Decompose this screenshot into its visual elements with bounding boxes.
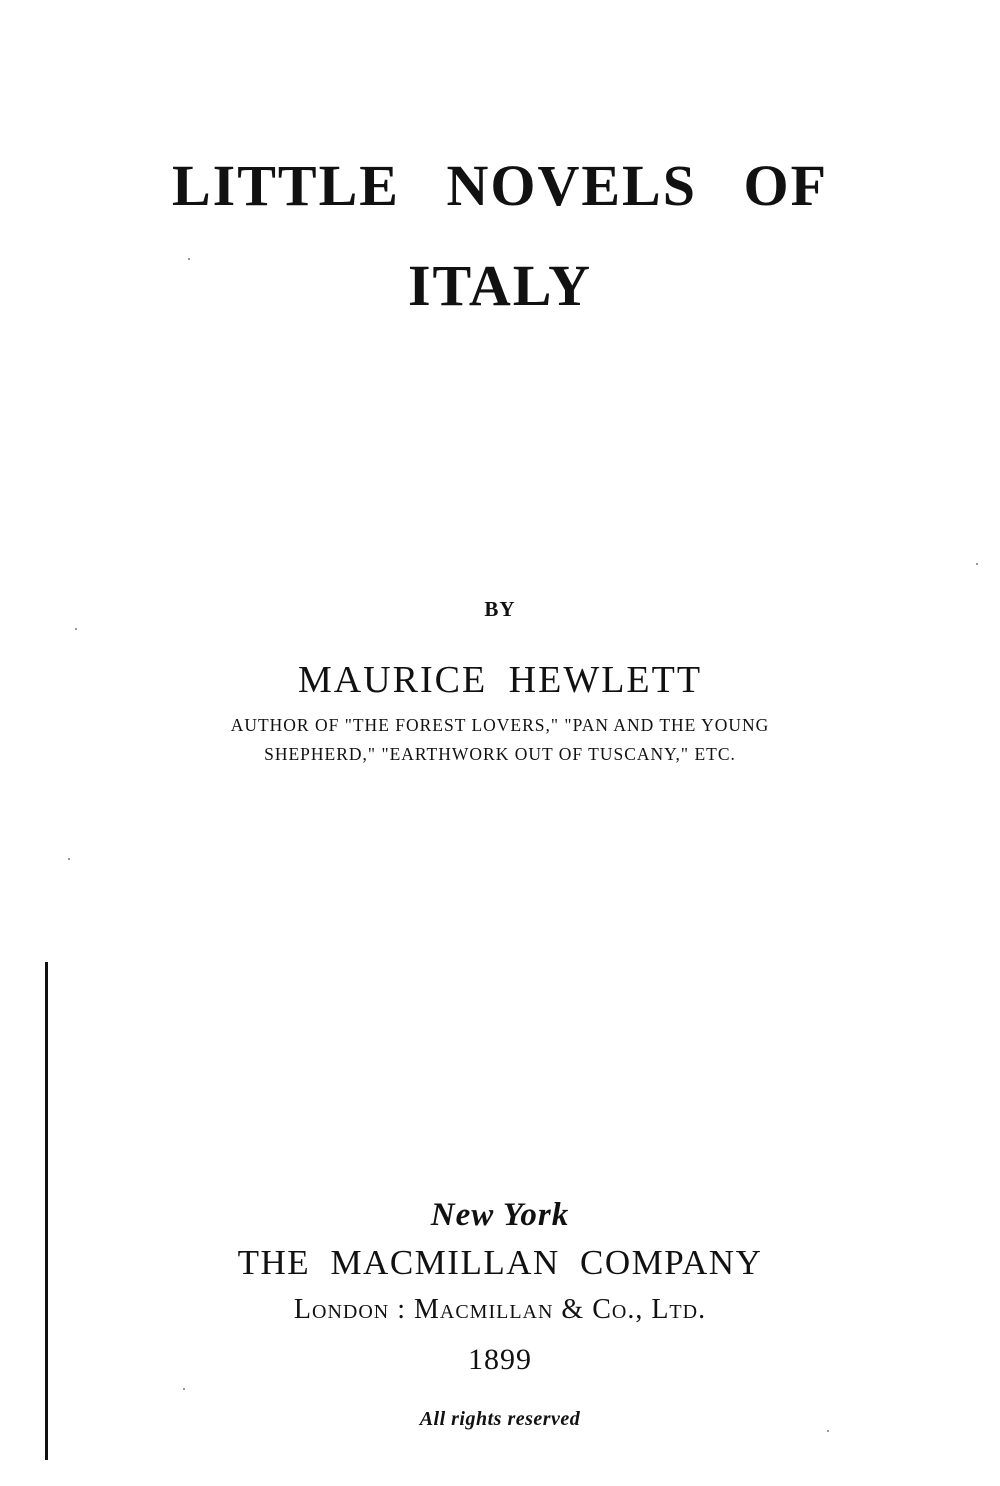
london-imprint: London : Macmillan & Co., Ltd. [293, 1294, 707, 1325]
by-label: BY [484, 597, 516, 621]
imprint-place: New York [430, 1197, 570, 1233]
author-name: MAURICE HEWLETT [297, 659, 703, 701]
author-credits-line-1: AUTHOR OF "THE FOREST LOVERS," "PAN AND THE YOUNG [230, 715, 770, 735]
scan-speck [976, 563, 978, 565]
book-title-line-2: ITALY [407, 253, 593, 318]
author-credits-line-2: SHEPHERD," "EARTHWORK OUT OF TUSCANY," ETC. [264, 744, 736, 764]
scan-speck [75, 628, 77, 630]
publication-year: 1899 [468, 1343, 532, 1376]
book-title-line-1: LITTLE NOVELS OF [171, 153, 829, 218]
scan-speck [68, 858, 70, 860]
scan-speck [827, 1430, 829, 1432]
rights-notice: All rights reserved [419, 1408, 581, 1430]
scan-speck [188, 258, 190, 260]
scan-edge-line [45, 962, 48, 1460]
publisher-name: THE MACMILLAN COMPANY [237, 1243, 763, 1282]
scan-speck [183, 1388, 185, 1390]
